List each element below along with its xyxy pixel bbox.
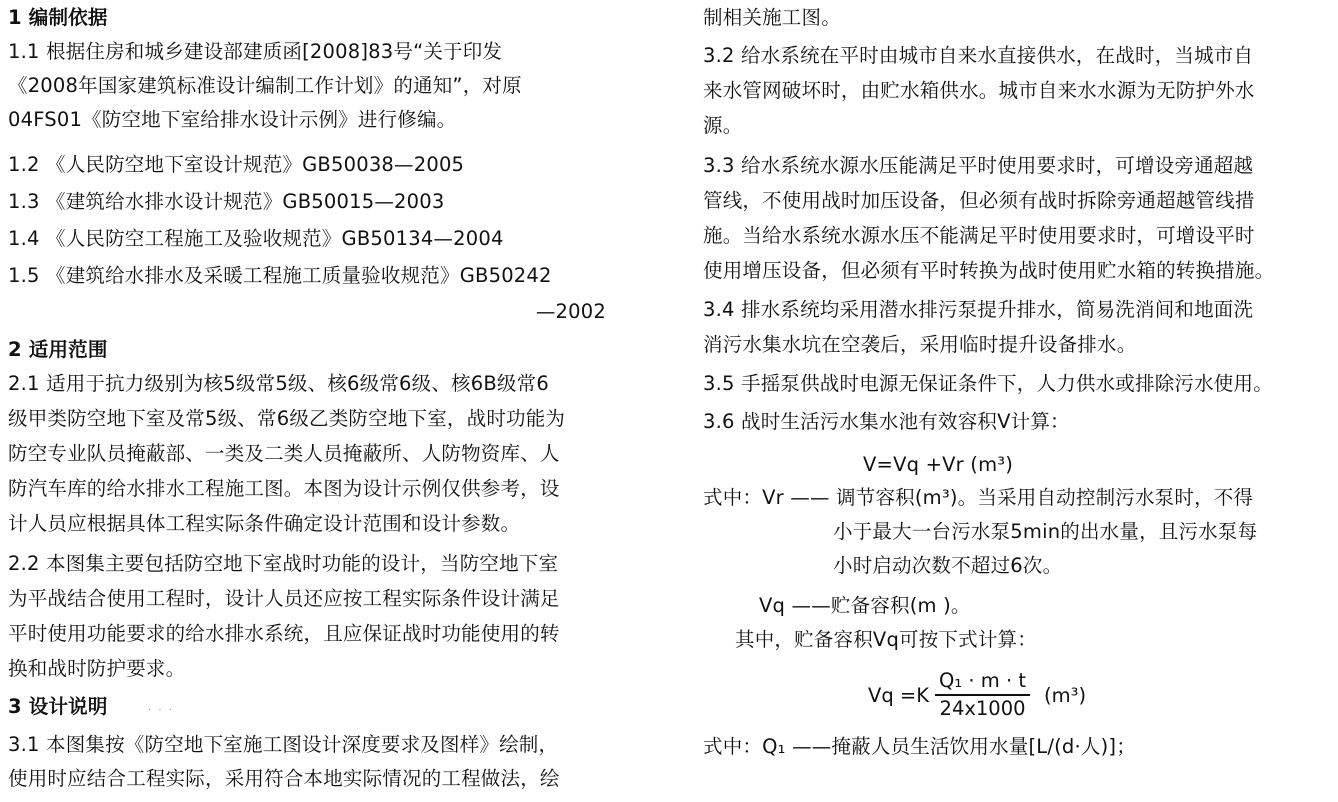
formula-volume: V=Vq +Vr (m³) (863, 453, 1014, 476)
fraction-numerator: Q₁ · m · t (935, 669, 1030, 696)
paragraph-line: 2.2 本图集主要包括防空地下室战时功能的设计，当防空地下室 (8, 552, 559, 575)
paragraph-line: 计人员应根据具体工程实际条件确定设计范围和设计参数。 (8, 512, 521, 535)
paragraph-line: 平时使用功能要求的给水排水系统，且应保证战时功能使用的转 (8, 622, 560, 645)
formula-lhs: Vq =K (868, 683, 930, 707)
paragraph-line: 《2008年国家建筑标准设计编制工作计划》的通知”，对原 (8, 74, 522, 97)
paragraph-line: 管线，不使用战时加压设备，但必须有战时拆除旁通超越管线措 (703, 189, 1255, 212)
paragraph-line: 3.6 战时生活污水集水池有效容积V计算： (703, 410, 1070, 433)
paragraph-line: 防空专业队员掩蔽部、一类及二类人员掩蔽所、人防物资库、人 (8, 442, 560, 465)
section-heading: 1 编制依据 (8, 6, 108, 29)
paragraph-line: 来水管网破坏时，由贮水箱供水。城市自来水水源为无防护外水 (703, 79, 1255, 102)
scan-noise-decoration: · · · (148, 705, 174, 716)
formula-description-line: 其中，贮备容积Vq可按下式计算： (735, 628, 1037, 651)
fraction-denominator: 24x1000 (939, 697, 1026, 720)
section-heading: 2 适用范围 (8, 338, 108, 361)
paragraph-line: 防汽车库的给水排水工程施工图。本图为设计示例仅供参考，设 (8, 477, 560, 500)
formula-description-line: 式中：Q₁ ——掩蔽人员生活饮用水量[L/(d·人)]； (703, 735, 1136, 758)
paragraph-line: 1.3 《建筑给水排水设计规范》GB50015—2003 (8, 190, 445, 213)
paragraph-line: 使用增压设备，但必须有平时转换为战时使用贮水箱的转换措施。 (703, 259, 1275, 282)
paragraph-line: 1.1 根据住房和城乡建设部建质函[2008]83号“关于印发 (8, 40, 503, 63)
paragraph-line: 换和战时防护要求。 (8, 657, 186, 680)
formula-reserve-volume (868, 665, 1086, 725)
paragraph-line: 消污水集水坑在空袭后，采用临时提升设备排水。 (703, 333, 1137, 356)
paragraph-line: 3.5 手摇泵供战时电源无保证条件下，人力供水或排除污水使用。 (703, 372, 1273, 395)
formula-unit: (m³) (1044, 683, 1087, 707)
paragraph-line: 3.3 给水系统水源水压能满足平时使用要求时，可增设旁通超越 (703, 154, 1254, 177)
paragraph-line: 1.4 《人民防空工程施工及验收规范》GB50134—2004 (8, 227, 504, 250)
formula-fraction (935, 669, 1030, 721)
paragraph-line: 1.5 《建筑给水排水及采暖工程施工质量验收规范》GB50242 (8, 264, 552, 287)
formula-description-line: 小于最大一台污水泵5min的出水量，且污水泵每 (833, 520, 1258, 543)
paragraph-line: 级甲类防空地下室及常5级、常6级乙类防空地下室，战时功能为 (8, 407, 566, 430)
formula-description-line: 小时启动次数不超过6次。 (833, 554, 1063, 577)
paragraph-line: 施。当给水系统水源水压不能满足平时使用要求时，可增设平时 (703, 224, 1255, 247)
section-heading: 3 设计说明 (8, 695, 108, 718)
paragraph-line: 制相关施工图。 (703, 6, 841, 29)
paragraph-line: 1.2 《人民防空地下室设计规范》GB50038—2005 (8, 153, 465, 176)
paragraph-line: 使用时应结合工程实际，采用符合本地实际情况的工程做法，绘 (8, 767, 560, 790)
formula-description-line: Vq ——贮备容积(m )。 (759, 594, 971, 617)
formula-description-line: 式中：Vr —— 调节容积(m³)。当采用自动控制污水泵时，不得 (703, 486, 1254, 509)
paragraph-line: 04FS01《防空地下室给排水设计示例》进行修编。 (8, 108, 457, 131)
paragraph-line: 源。 (703, 114, 743, 137)
paragraph-line: 3.2 给水系统在平时由城市自来水直接供水，在战时，当城市自 (703, 44, 1254, 67)
paragraph-line: 为平战结合使用工程时，设计人员还应按工程实际条件设计满足 (8, 587, 560, 610)
paragraph-line: —2002 (535, 300, 606, 323)
paragraph-line: 3.1 本图集按《防空地下室施工图设计深度要求及图样》绘制， (8, 733, 559, 756)
paragraph-line: 2.1 适用于抗力级别为核5级常5级、核6级常6级、核6B级常6 (8, 372, 549, 395)
paragraph-line: 3.4 排水系统均采用潜水排污泵提升排水，简易洗消间和地面洗 (703, 298, 1254, 321)
